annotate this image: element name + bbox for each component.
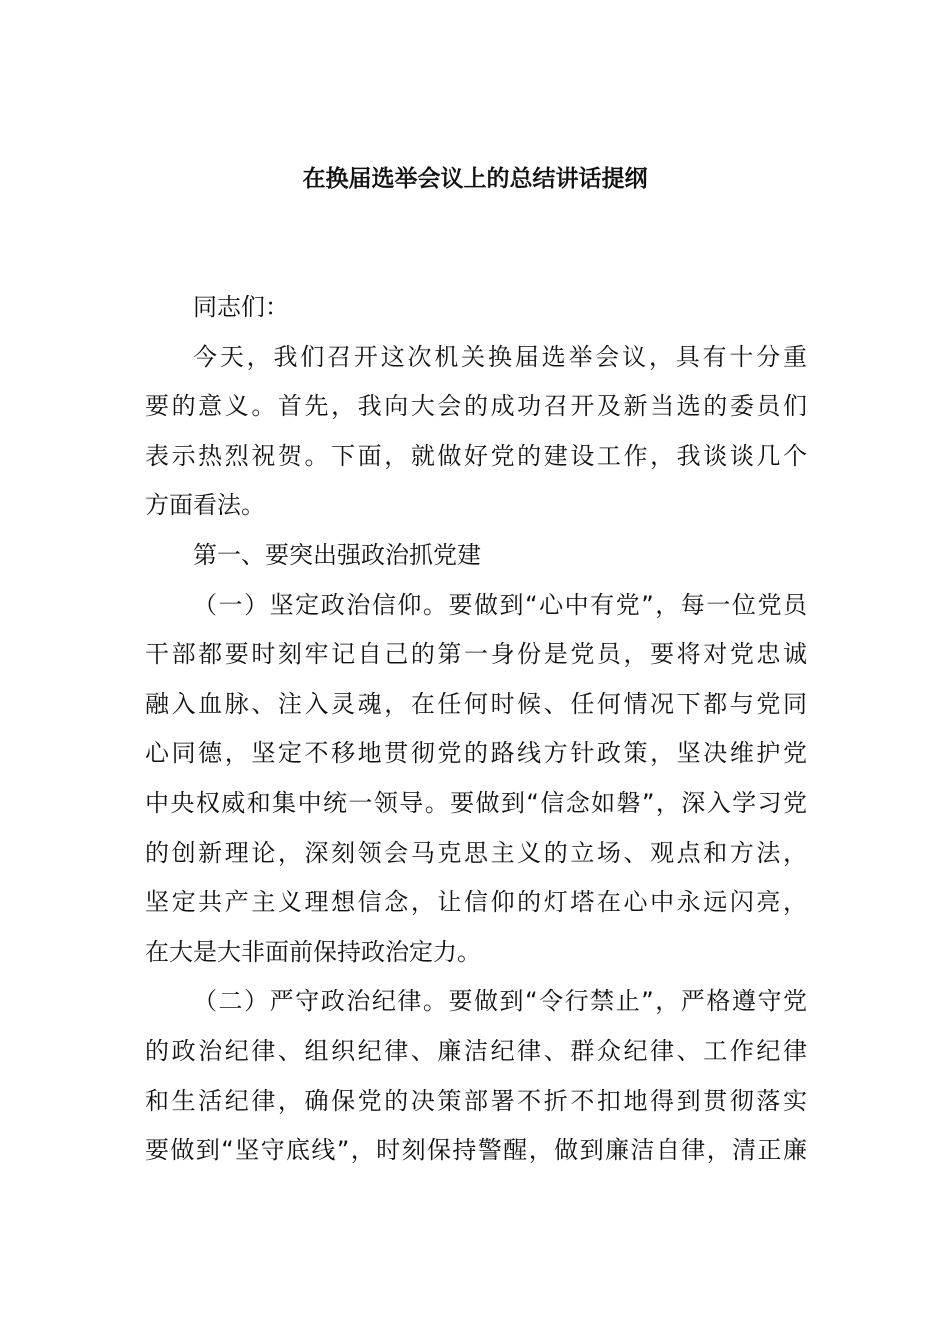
text-line: 同志们： [193,293,289,321]
text-line: 今天，我们召开这次机关换届选举会议，具有十分重 [193,342,807,371]
text-line: 要的意义。首先，我向大会的成功召开及新当选的委员们 [145,392,807,421]
text-line: 心同德，坚定不移地贯彻党的路线方针政策，坚决维护党 [145,739,807,768]
text-line: （二）严守政治纪律。要做到“令行禁止”，严格遵守党 [193,987,807,1016]
document-body [145,283,807,1176]
text-line: 干部都要时刻牢记自己的第一身份是党员，要将对党忠诚 [145,640,807,669]
text-line: 在大是大非面前保持政治定力。 [145,937,481,966]
text-line: 表示热烈祝贺。下面，就做好党的建设工作，我谈谈几个 [145,441,807,470]
text-line: 的政治纪律、组织纪律、廉洁纪律、群众纪律、工作纪律 [145,1036,807,1065]
text-line: 坚定共产主义理想信念，让信仰的灯塔在心中永远闪亮， [145,888,807,917]
text-line: 方面看法。 [145,491,265,520]
text-line: （一）坚定政治信仰。要做到“心中有党”，每一位党员 [193,590,807,619]
text-line: 要做到“坚守底线”，时刻保持警醒，做到廉洁自律，清正廉 [145,1136,807,1165]
text-line: 第一、要突出强政治抓党建 [193,540,481,569]
text-line: 中央权威和集中统一领导。要做到“信念如磐”，深入学习党 [145,788,807,817]
text-line: 融入血脉、注入灵魂，在任何时候、任何情况下都与党同 [145,689,807,718]
document-title: 在换届选举会议上的总结讲话提纲 [302,166,648,192]
text-line: 和生活纪律，确保党的决策部署不折不扣地得到贯彻落实 [145,1086,807,1115]
text-line: 的创新理论，深刻领会马克思主义的立场、观点和方法， [145,838,807,867]
